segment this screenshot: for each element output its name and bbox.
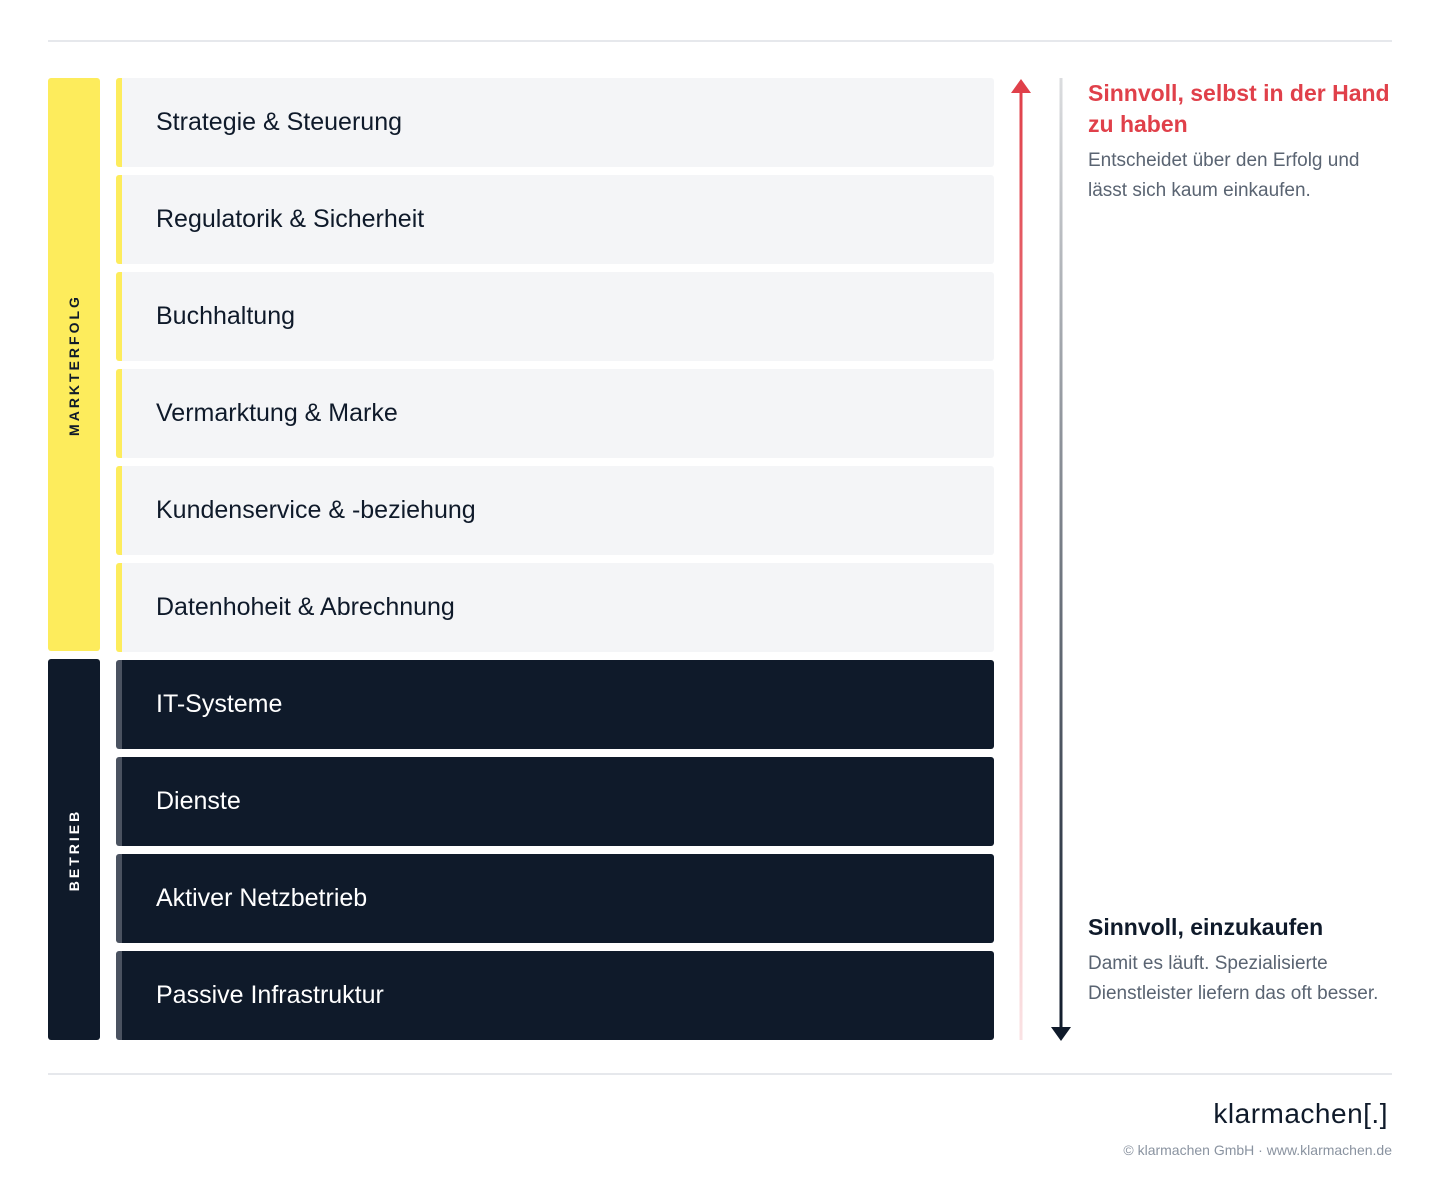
top-description-text: Entscheidet über den Erfolg und lässt sich kaum einkaufen. [1088, 150, 1360, 201]
row-it-systeme [116, 660, 994, 749]
bottom-description-title: Sinnvoll, einzukaufen [1088, 914, 1324, 940]
row-label: Aktiver Netzbetrieb [156, 884, 368, 912]
row-aktiver-netzbetrieb [116, 854, 994, 943]
row-label: Strategie & Steuerung [156, 108, 402, 136]
row-strategie [116, 78, 994, 167]
row-datenhoheit [116, 563, 994, 652]
row-dienste [116, 757, 994, 846]
down-arrow [1051, 78, 1071, 1041]
bottom-divider [48, 1073, 1392, 1075]
row-regulatorik [116, 175, 994, 264]
markterfolg-group-bar [48, 78, 100, 651]
markterfolg-label: MARKTERFOLG [66, 293, 82, 436]
row-label: Vermarktung & Marke [156, 399, 398, 427]
top-divider [48, 40, 1392, 42]
row-passive-infrastruktur [116, 951, 994, 1040]
brand-logo: klarmachen[.] [1213, 1098, 1388, 1129]
row-vermarktung [116, 369, 994, 458]
up-arrow [1011, 79, 1031, 1040]
row-label: Kundenservice & -beziehung [156, 496, 476, 524]
row-kundenservice [116, 466, 994, 555]
row-buchhaltung [116, 272, 994, 361]
betrieb-group-bar [48, 659, 100, 1040]
row-label: IT-Systeme [156, 690, 283, 718]
betrieb-label: BETRIEB [66, 808, 82, 891]
row-label: Datenhoheit & Abrechnung [156, 593, 455, 621]
row-label: Dienste [156, 787, 241, 815]
footer-copyright: © klarmachen GmbH · www.klarmachen.de [1123, 1142, 1392, 1158]
row-label: Regulatorik & Sicherheit [156, 205, 425, 233]
top-description [1088, 78, 1398, 206]
top-description-title: Sinnvoll, selbst in der Hand zu haben [1088, 80, 1390, 137]
bottom-description [1088, 912, 1398, 1009]
row-label: Buchhaltung [156, 302, 296, 330]
bottom-description-text: Damit es läuft. Spezialisierte Dienstleister liefern das oft besser. [1088, 953, 1379, 1004]
row-label: Passive Infrastruktur [156, 981, 384, 1009]
direction-arrows [1000, 70, 1080, 1050]
